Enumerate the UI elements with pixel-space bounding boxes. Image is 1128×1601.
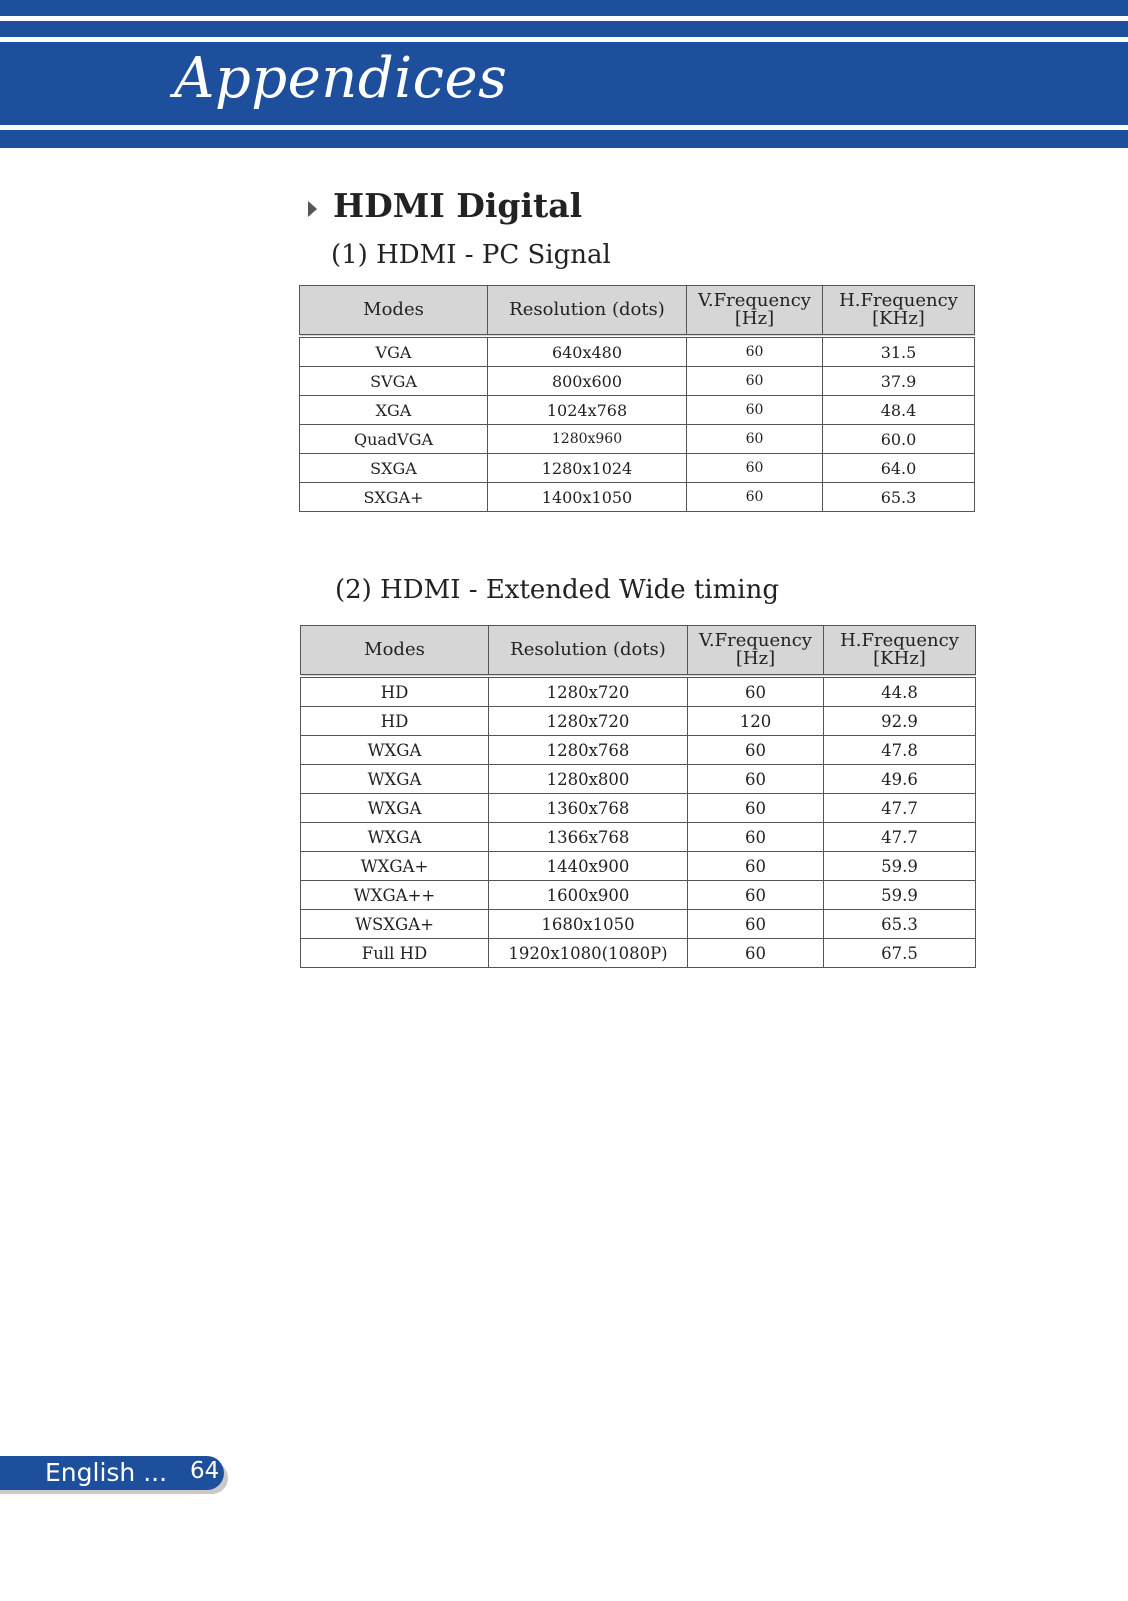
cell-vfreq: 60 [688,676,824,707]
cell-hfreq: 92.9 [824,707,976,736]
cell-mode: XGA [300,396,488,425]
cell-mode: SXGA [300,454,488,483]
cell-mode: HD [301,676,489,707]
header-hfrequency-unit: [KHz] [873,648,926,669]
cell-resolution: 1024x768 [488,396,687,425]
cell-resolution: 1360x768 [489,794,688,823]
cell-resolution: 1600x900 [489,881,688,910]
cell-hfreq: 67.5 [824,939,976,968]
cell-resolution: 1920x1080(1080P) [489,939,688,968]
cell-mode: HD [301,707,489,736]
cell-hfreq: 48.4 [823,396,975,425]
header-hfrequency [823,286,975,337]
cell-resolution: 800x600 [488,367,687,396]
cell-mode: SXGA+ [300,483,488,512]
header-hfrequency-label: H.Frequency [839,290,958,311]
cell-mode: WSXGA+ [301,910,489,939]
cell-mode: WXGA+ [301,852,489,881]
table-row [301,852,976,881]
cell-hfreq: 59.9 [824,852,976,881]
cell-hfreq: 47.7 [824,794,976,823]
header-vfrequency-label: V.Frequency [699,630,812,651]
table-row [300,396,975,425]
cell-mode: WXGA [301,794,489,823]
cell-resolution: 1280x768 [489,736,688,765]
cell-vfreq: 60 [688,910,824,939]
table1-title: (1) HDMI - PC Signal [331,240,611,270]
table-row [301,881,976,910]
cell-hfreq: 65.3 [824,910,976,939]
cell-vfreq: 60 [688,736,824,765]
table-header-row [300,286,975,337]
table2-title: (2) HDMI - Extended Wide timing [335,575,779,605]
cell-hfreq: 31.5 [823,336,975,367]
table-row [301,794,976,823]
cell-vfreq: 60 [687,483,823,512]
cell-resolution: 1280x960 [488,425,687,454]
header-vfrequency-label: V.Frequency [698,290,811,311]
cell-vfreq: 120 [688,707,824,736]
cell-resolution: 1680x1050 [489,910,688,939]
cell-mode: WXGA [301,736,489,765]
cell-hfreq: 49.6 [824,765,976,794]
footer-language: English ... [45,1458,168,1487]
cell-resolution: 1440x900 [489,852,688,881]
hdmi-extended-wide-timing-table [300,625,976,968]
triangle-right-icon [308,201,317,217]
header-resolution: Resolution (dots) [488,286,687,337]
table-row [300,454,975,483]
table-row [301,823,976,852]
table-row [301,736,976,765]
cell-vfreq: 60 [687,367,823,396]
page-title: Appendices [174,46,508,111]
header-hfrequency [824,626,976,677]
table-header-row [301,626,976,677]
cell-hfreq: 37.9 [823,367,975,396]
cell-mode: WXGA [301,823,489,852]
cell-vfreq: 60 [688,794,824,823]
cell-hfreq: 60.0 [823,425,975,454]
cell-resolution: 1400x1050 [488,483,687,512]
header-vfrequency-unit: [Hz] [735,648,776,669]
cell-hfreq: 47.8 [824,736,976,765]
cell-vfreq: 60 [687,336,823,367]
header-hfrequency-unit: [KHz] [872,308,925,329]
header-rule-upper [0,37,1128,42]
header-vfrequency-unit: [Hz] [734,308,775,329]
header-vfrequency [687,286,823,337]
cell-mode: WXGA++ [301,881,489,910]
cell-resolution: 1366x768 [489,823,688,852]
cell-resolution: 1280x800 [489,765,688,794]
cell-hfreq: 47.7 [824,823,976,852]
header-hfrequency-label: H.Frequency [840,630,959,651]
cell-resolution: 1280x720 [489,707,688,736]
page-number: 64 [190,1458,220,1484]
hdmi-pc-signal-table [299,285,975,512]
cell-hfreq: 59.9 [824,881,976,910]
cell-resolution: 640x480 [488,336,687,367]
table-row [300,367,975,396]
cell-vfreq: 60 [687,396,823,425]
table-row [301,939,976,968]
table-row [300,336,975,367]
cell-resolution: 1280x720 [489,676,688,707]
cell-mode: VGA [300,336,488,367]
header-modes: Modes [301,626,489,677]
cell-mode: QuadVGA [300,425,488,454]
table-row [300,483,975,512]
header-vfrequency [688,626,824,677]
cell-hfreq: 44.8 [824,676,976,707]
cell-mode: SVGA [300,367,488,396]
header-rule-top [0,16,1128,21]
cell-vfreq: 60 [688,939,824,968]
cell-vfreq: 60 [688,765,824,794]
cell-vfreq: 60 [687,425,823,454]
cell-vfreq: 60 [688,823,824,852]
table-row [301,765,976,794]
header-resolution: Resolution (dots) [489,626,688,677]
table-row [301,676,976,707]
cell-vfreq: 60 [688,881,824,910]
cell-vfreq: 60 [688,852,824,881]
table-row [301,910,976,939]
cell-hfreq: 65.3 [823,483,975,512]
section-title: HDMI Digital [333,186,583,225]
table-row [301,707,976,736]
header-rule-lower [0,125,1128,130]
cell-mode: WXGA [301,765,489,794]
cell-mode: Full HD [301,939,489,968]
header-modes: Modes [300,286,488,337]
table-row [300,425,975,454]
cell-resolution: 1280x1024 [488,454,687,483]
cell-vfreq: 60 [687,454,823,483]
cell-hfreq: 64.0 [823,454,975,483]
